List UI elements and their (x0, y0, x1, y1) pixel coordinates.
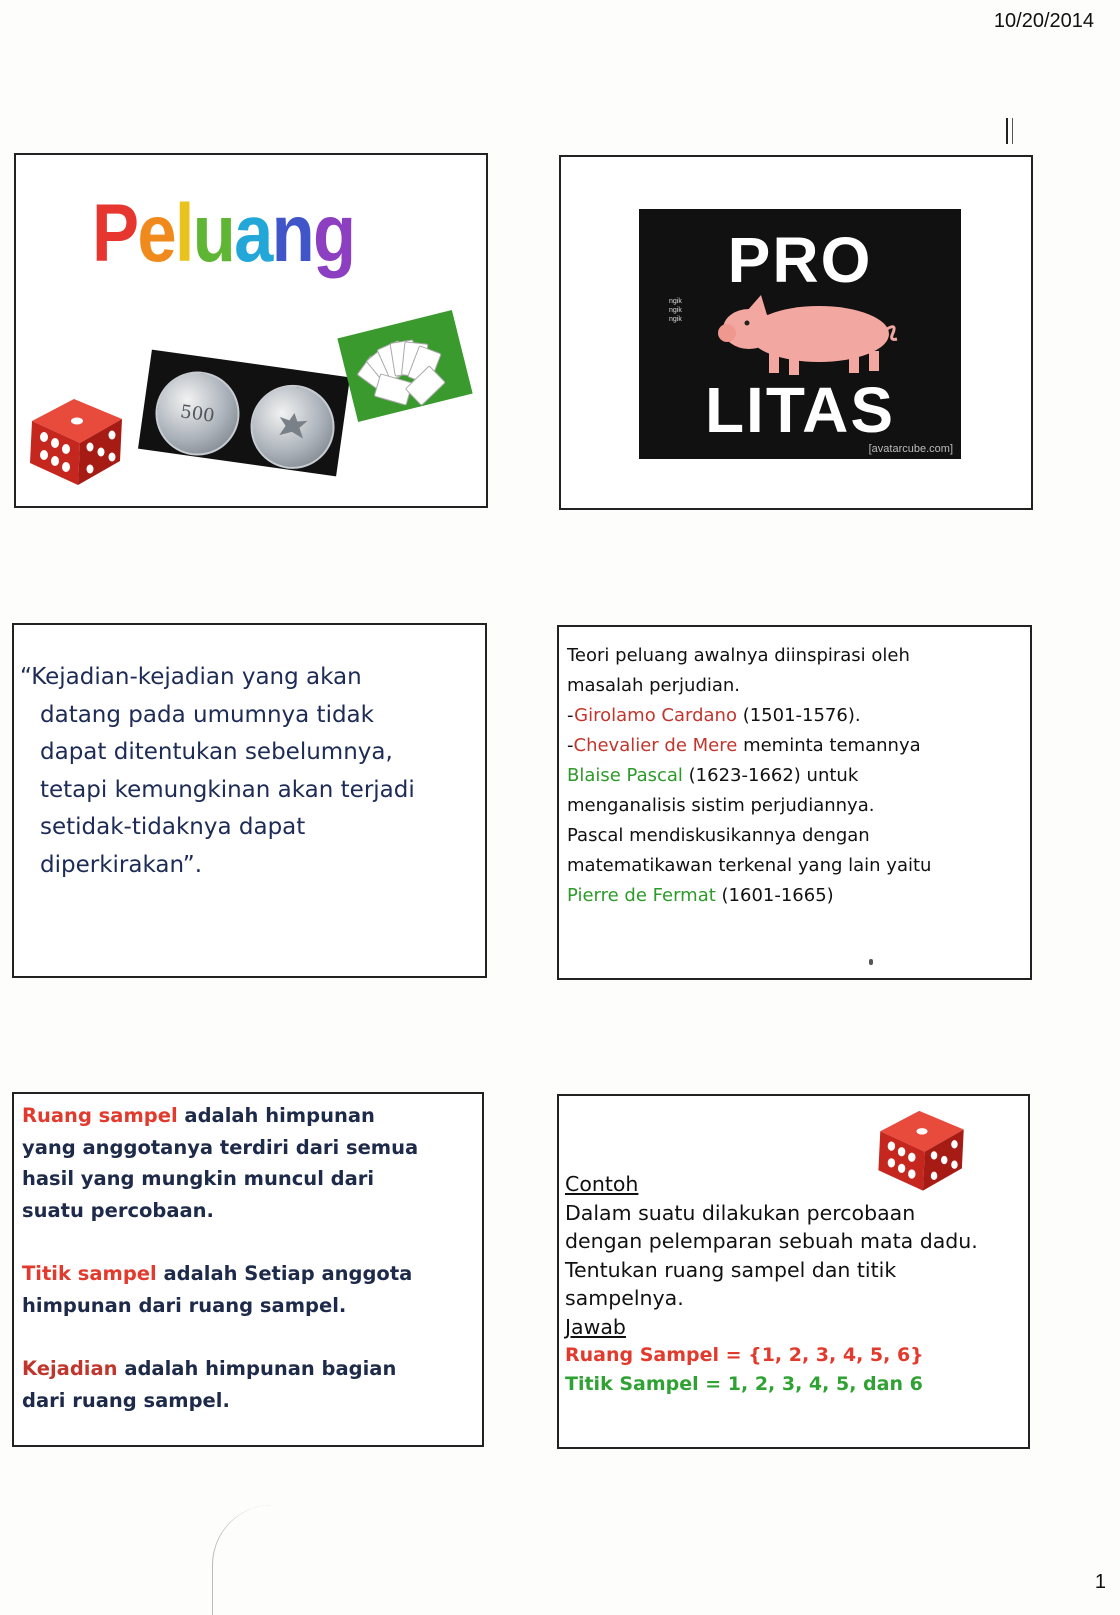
definitions-text (22, 1100, 478, 1448)
coin-500: 500 (150, 366, 245, 461)
title-letter: a (234, 188, 272, 279)
example-line: Dalam suatu dilakukan percobaan (565, 1200, 916, 1225)
history-line: Pascal mendiskusikannya dengan (567, 825, 870, 846)
name-cardano: Girolamo Cardano (574, 705, 737, 726)
title-letter: g (312, 188, 355, 279)
quote-line: “Kejadian-kejadian yang akan (20, 664, 362, 690)
example-label: Contoh (565, 1172, 639, 1196)
slide-probabilitas-image (559, 155, 1033, 510)
name-pascal: Blaise Pascal (567, 765, 683, 786)
example-line: dengan pelemparan sebuah mata dadu. (565, 1229, 978, 1253)
title-letter: e (137, 188, 175, 279)
title-letter: l (174, 188, 193, 279)
quote-line: tetapi kemungkinan akan terjadi (40, 776, 415, 803)
quote-line: dapat ditentukan sebelumnya, (40, 739, 393, 765)
playing-cards-image (337, 310, 472, 422)
garuda-emblem-icon (270, 404, 315, 449)
scan-speck (869, 959, 873, 965)
slide-history (557, 625, 1032, 980)
slide-example (557, 1094, 1030, 1449)
answer-label: Jawab (565, 1314, 626, 1339)
history-text (567, 641, 1023, 911)
history-line: matematikawan terkenal yang lain yaitu (567, 855, 932, 876)
history-line: menganalisis sistim perjudiannya. (567, 795, 875, 816)
quote-line: diperkirakan”. (40, 851, 203, 878)
page-date: 10/20/2014 (993, 10, 1094, 32)
history-line: -Girolamo Cardano (1501-1576). (567, 705, 861, 726)
slide-quote (12, 623, 487, 978)
answer-titik-sampel: Titik Sampel = 1, 2, 3, 4, 5, dan 6 (565, 1372, 923, 1395)
quote-line: datang pada umumnya tidak (40, 701, 374, 728)
title-letter: u (192, 188, 235, 279)
pig-icon (709, 289, 909, 379)
scan-mark (212, 1505, 273, 1615)
history-line: -Chevalier de Mere meminta temannya (567, 735, 921, 756)
coins-image (138, 350, 350, 477)
pen-mark (1006, 118, 1013, 144)
page-number: 1 (1094, 1571, 1106, 1593)
definition-kejadian: Kejadian adalah himpunan bagian dari ruang sampel. (22, 1357, 397, 1412)
history-line: masalah perjudian. (567, 675, 741, 696)
definition-titik-sampel: Titik sampel adalah Setiap anggota himpunan dari ruang sampel. (22, 1262, 413, 1317)
answer-ruang-sampel: Ruang Sampel = {1, 2, 3, 4, 5, 6} (565, 1344, 924, 1366)
example-line: sampelnya. (565, 1286, 684, 1310)
title-letter: P (92, 188, 138, 279)
coin-garuda (245, 379, 340, 474)
slide-title (92, 187, 354, 281)
name-fermat: Pierre de Fermat (567, 885, 716, 906)
example-line: Tentukan ruang sampel dan titik (565, 1257, 897, 1282)
litas-word: LITAS (704, 374, 896, 446)
title-letter: n (271, 188, 313, 279)
quote-line: setidak-tidaknya dapat (40, 814, 306, 840)
history-line: Teori peluang awalnya diinspirasi oleh (567, 645, 910, 666)
name-de-mere: Chevalier de Mere (573, 735, 738, 756)
image-credit: [avatarcube.com] (868, 443, 953, 455)
quote-text (20, 659, 470, 884)
pig-caption: ngik ngik ngik (669, 298, 682, 323)
example-text (565, 1170, 1025, 1398)
history-line: Pierre de Fermat (1601-1665) (567, 885, 834, 906)
dice-icon (22, 391, 132, 487)
history-line: Blaise Pascal (1623-1662) untuk (567, 765, 859, 786)
pro-word: PRO (727, 224, 873, 296)
definition-ruang-sampel: Ruang sampel adalah himpunan yang anggotanya terdiri dari semua hasil yang mungkin muncul dari suatu percobaan. (22, 1104, 419, 1222)
probabilitas-image (639, 209, 961, 459)
slide-peluang-title (14, 153, 488, 508)
slide-definitions (12, 1092, 484, 1447)
